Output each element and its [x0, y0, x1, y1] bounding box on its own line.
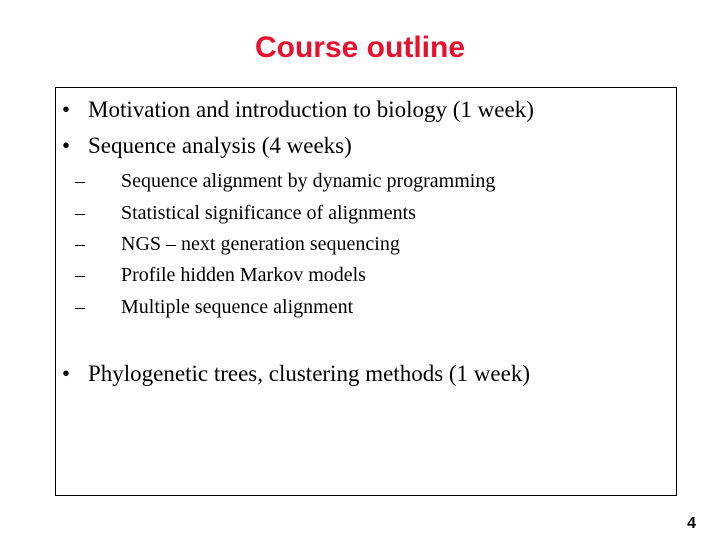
- sub-item-text: Sequence alignment by dynamic programming: [121, 170, 496, 192]
- bullet-text: Motivation and introduction to biology (1 week): [88, 97, 534, 122]
- bullet-text: Phylogenetic trees, clustering methods (1 week): [88, 361, 530, 386]
- bullet-marker: •: [62, 97, 71, 122]
- sub-item: [75, 294, 353, 320]
- dash-marker: –: [75, 170, 85, 192]
- bullet-marker: •: [62, 361, 71, 386]
- bullet-item: [62, 359, 530, 389]
- sub-item-text: NGS – next generation sequencing: [121, 233, 400, 255]
- sub-item: [75, 168, 495, 194]
- bullet-item: [62, 131, 352, 161]
- dash-marker: –: [75, 202, 85, 224]
- sub-item-text: Statistical significance of alignments: [121, 202, 416, 224]
- sub-item: [75, 231, 400, 257]
- slide-title: Course outline: [254, 31, 465, 64]
- sub-item-text: Multiple sequence alignment: [121, 296, 354, 318]
- content-box: [55, 87, 677, 496]
- dash-marker: –: [75, 233, 85, 255]
- sub-item-text: Profile hidden Markov models: [121, 264, 366, 286]
- dash-marker: –: [75, 264, 85, 286]
- page-number: 4: [687, 515, 696, 532]
- bullet-marker: •: [62, 133, 71, 158]
- bullet-item: [62, 95, 534, 125]
- sub-item: [75, 262, 366, 288]
- dash-marker: –: [75, 296, 85, 318]
- sub-item: [75, 200, 416, 226]
- bullet-text: Sequence analysis (4 weeks): [88, 133, 352, 158]
